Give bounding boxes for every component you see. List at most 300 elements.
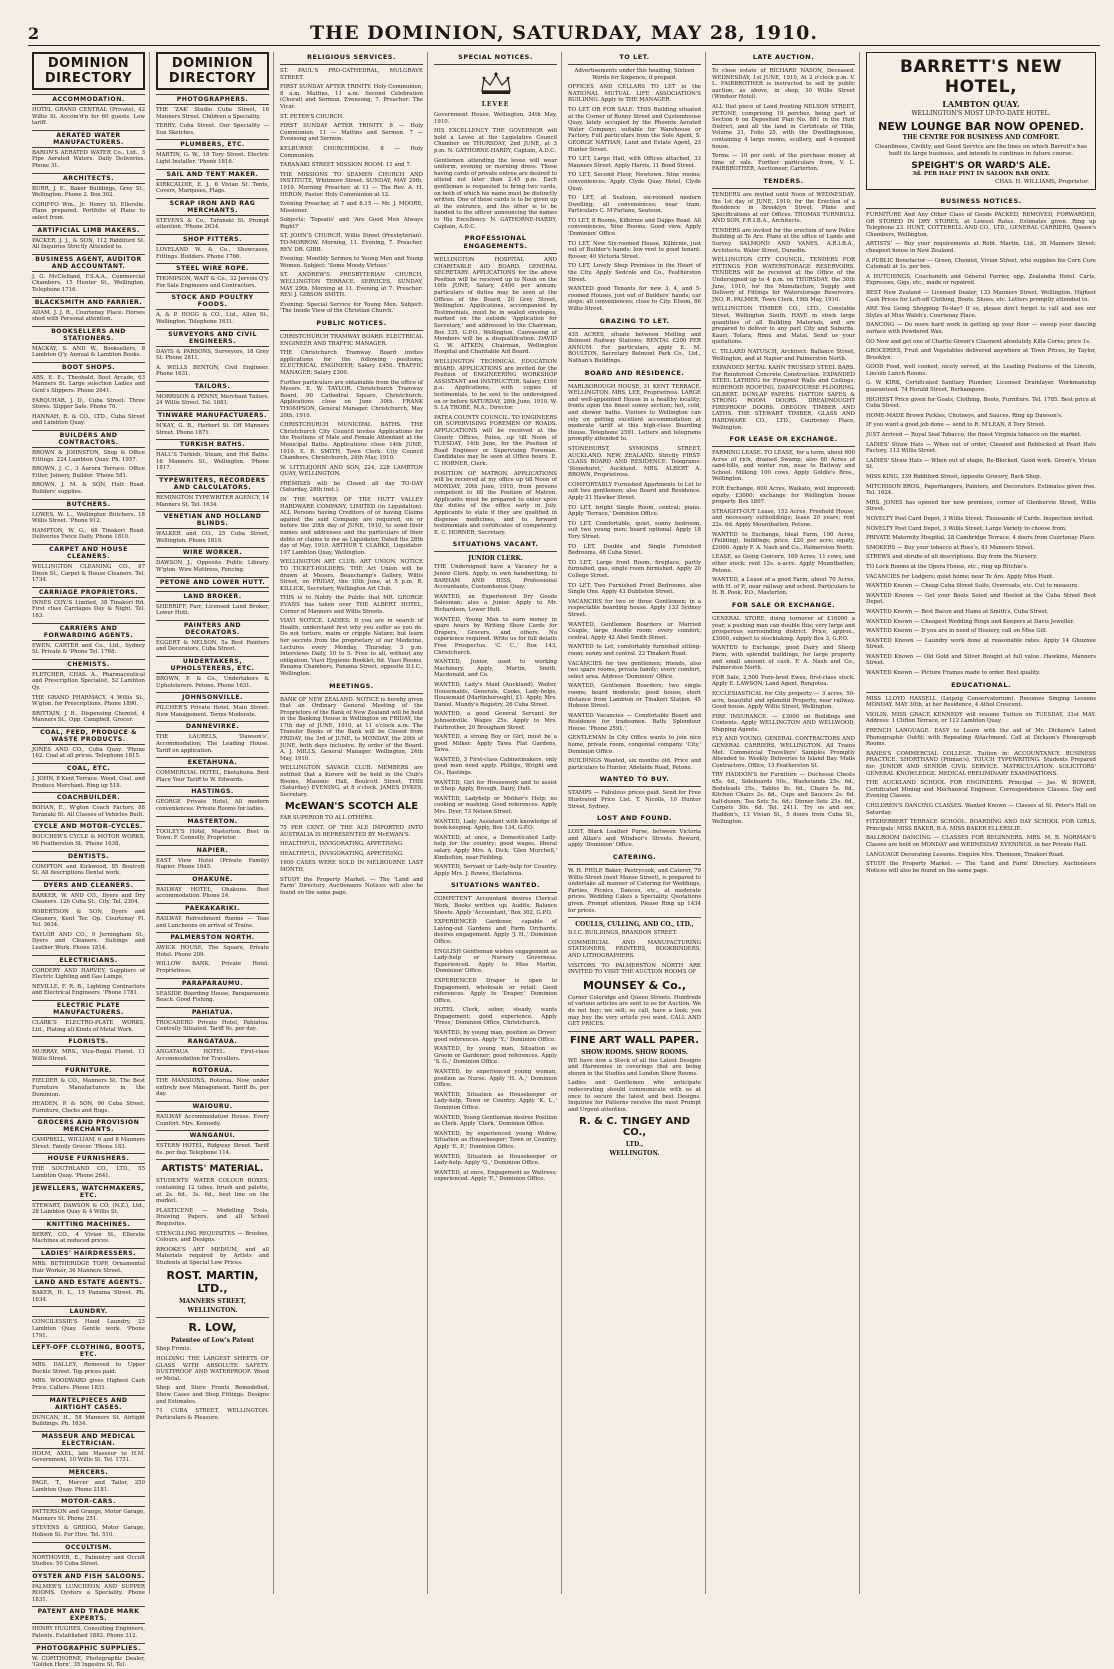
tender-entry: WELLINGTON TIMBER CO., LTD., Constable Street, Wellington South. HAVE in stock large quantities of all Building Materials, and are prepared to deliver to any part City and Suburbs. Kauri, Totara, Rimu and Matai. Send us your quotations.: [712, 306, 855, 346]
directory-section-heading: PHOTOGRAPHIC SUPPLIES.: [32, 1643, 145, 1654]
situation-wanted-entry: ENGLISH Gentleman wishes engagement as Lady-help or Nursery Governess. Experienced. Apply to Miss Martin, 'Dominion' Office.: [434, 948, 557, 975]
to-let-entry: TO LET, Lovely Shop Premises in the Heart of the City. Apply Sedcole and Co., Featherston Street.: [568, 263, 701, 283]
business-notice-entry: TO Lock Rooms at the Opera House, etc., ring up Ritchie's.: [866, 563, 1029, 570]
business-notice-entry: GOOD Food, well cooked, nicely served, at the Leading Features of the Lincoln, Lincoln Lunch Rooms.: [866, 364, 1096, 377]
lease-entry: STRAIGHT-OUT Lease, 152 Acres, Freehold House, and necessary outbuildings; lease 20 years; rent 22s. 6d. Apply Mountbatten, Petone.: [712, 508, 855, 529]
board-entry: TO LET, Comfortable, quiet, sunny bedroom, suit two young men; board optional. Apply 18 Tory Street.: [568, 520, 701, 541]
directory-section-heading: LAUNDRY.: [32, 1306, 145, 1317]
directory-entry: ROBERTSON & SON, Dyers and Cleaners, Kent Ter. Op. Courtenay Pl. Tel. 3634.: [32, 909, 145, 929]
public-notice-entry: CHRISTCHURCH MUNICIPAL BATHS. THE Christchurch City Council invites Applications for the Positions of Male and Female Attendant at the Municipal Baths. Applications close 14th JUNE, 1910. E. R. SMITH, Town Clerk. City Council Chambers, Christchurch, 24th May, 1910.: [280, 422, 423, 462]
religious-service-entry: ST. ANDREW'S PRESBYTERIAN CHURCH, WELLINGTON TERRACE. SERVICES, SUNDAY, MAY 29th. Morning at 11. Evening at 7. Preacher: REV. J. GIBSON SMITH.: [280, 272, 423, 299]
wallpaper-line: WE have now a Stock of all the Latest Designs and Harmonies in coverings that are being shown in the Studios and London Show Rooms.: [568, 1057, 701, 1077]
directory-section-heading: MASSEUR AND MEDICAL ELECTRICIAN.: [32, 1431, 145, 1449]
directory-header: DOMINION DIRECTORY: [32, 52, 145, 90]
business-notice-entry: MRS. JONES has opened her new premises, corner of Glenbervie Street, Willis Street.: [866, 499, 1096, 513]
professional-heading: PROFESSIONAL ENGAGEMENTS.: [434, 233, 557, 254]
column-religious: [276, 52, 428, 1594]
wallpaper-sub: SHOW ROOMS. SHOW ROOMS.: [581, 1048, 688, 1056]
directory-entry: MARTIN, G. W., 18 Tory Street. Electric Light Installer. 'Phone 1816.: [156, 152, 269, 165]
directory-entry: ADAM, J. J. R., Courtenay Place. Horses shod with Personal attention.: [32, 309, 145, 323]
directory-entry: HANNAH, R. & CO., LTD., Cuba Street and Lambton Quay.: [32, 413, 145, 427]
directory-section-heading: DANNEVIRKE.: [156, 721, 269, 732]
directory-entry: CORDERY AND HARVEY, Suppliers of Electric Lighting and Gas Lamps.: [32, 967, 145, 981]
directory-section-heading: CYCLE AND MOTOR-CYCLES.: [32, 821, 145, 832]
directory-entry: A. WELLS BENTON, Civil Engineer. Phone 1631.: [156, 364, 269, 378]
religious-service-entry: Evening Preacher, at 7 and 8.15 — Mr. J. MOORE, Missioner.: [280, 201, 423, 214]
ale-ad-line: HEALTHFUL, INVIGORATING, APPETISING.: [280, 841, 404, 848]
business-notices-heading: BUSINESS NOTICES.: [866, 196, 1096, 209]
directory-section-heading: STOCK AND POULTRY FOODS.: [156, 292, 269, 310]
levee-notice: [434, 112, 557, 230]
to-let-entry: TO LET, at Seatoun, six-roomed modern Dwelling; all conveniences; near tram. Particulars C. M'Farlane, Seatoun.: [568, 195, 701, 215]
educational-entry: FITZHERBERT TERRACE SCHOOL. BOARDING AND DAY SCHOOL FOR GIRLS. Principals: MISS BAKER, B.A. MISS BAKER ELLERSLIE.: [866, 819, 1096, 832]
professional-entry: WELLINGTON HOSPITAL AND CHARITABLE AID BOARD. GENERAL SECRETARY. APPLICATIONS for the above Position will be received up to Noon on the 10th JUNE; Salary, £400 per annum; particulars of duties may be seen at the Offices of the Board, 20 Grey Street, Wellington. Applications, accompanied by Testimonials, must be in sealed envelopes, marked on the outside 'Application for Secretary,' and addressed to the Chairman, Box 335, G.P.O., Wellington. Canvassing of Members will be a disqualification. DAVID G. W. AITKEN, Chairman, Wellington Hospital and Charitable Aid Board.: [434, 257, 557, 356]
column-special-notices: [430, 52, 562, 1594]
directory-entry: BROWN, F. & Co., Undertakers & Upholsterers. Petone. Phone 1631.: [156, 675, 269, 689]
hotel-location: LAMBTON QUAY.: [942, 99, 1020, 109]
mounsey-line: Corner Coleridge and Queen Streets. Hundreds of various articles are sent to us for Auction. We do not buy; we sell; so call, have a look; you may buy the very article you want. CALL AND GET PRICES.: [568, 994, 701, 1028]
directory-section-heading: PLUMBERS, ETC.: [156, 139, 269, 150]
lease-entry: FOR Exchange, 600 Acres, Waikato, well improved; equity, £3000; exchange for Wellington house property. Box 1807.: [712, 486, 855, 506]
board-entry: WANTED, Gentlemen Boarders or Married Couple, large double room; every comfort; central. Apply 42 Abel Smith Street.: [568, 621, 701, 641]
directory-section-heading: OHAKUNE.: [156, 874, 269, 885]
directory-entry: PILCHER'S Private Hotel, Main Street. New Management. Terms Moderate.: [156, 705, 269, 718]
low-name: R. LOW,: [188, 1321, 237, 1335]
directory-section-heading: AERATED WATER MANUFACTURERS.: [32, 130, 145, 148]
directory-entry: NEVILLE, F. R. B., Lighting Contractors and Electrical Engineers. 'Phone 1781.: [32, 983, 145, 997]
directory-entry: LOVELAND W. & Co., Showcases, Fittings. Builders. Phone 1766.: [156, 246, 269, 260]
directory-sections: [32, 94, 145, 1669]
lease-entry: LEASE, as Going Concern, 169 Acres, 11 cows, and other stock; rent 12s. a-acre. Apply Mountbatten, Petone.: [712, 554, 855, 574]
directory-entry: DAVIS & PARSONS, Surveyors, 18 Grey St. Phone 2811.: [156, 348, 269, 362]
business-notice-entry: WANTED Known — Old Gold and Silver Bought at full value. Hawkins, Manners Street.: [866, 653, 1096, 667]
directory-section-heading: ROTORUA.: [156, 1065, 269, 1076]
directory-section-heading: COAL, FEED, PRODUCE & WASTE PRODUCTS.: [32, 727, 145, 745]
directory-section-heading: PALMERSTON NORTH.: [156, 932, 269, 943]
special-notices-heading: SPECIAL NOTICES.: [434, 52, 557, 65]
educational-entry: VIOLIN. MISS GRACE KENNEDY will resume Tuition on TUESDAY, 31st MAY. Address: 1 Clifton Terrace, or 112 Lambton Quay.: [866, 711, 1096, 725]
directory-section-heading: MOTOR-CARS.: [32, 1496, 145, 1507]
business-notice-entry: LADIES' Straw Hats — When out of order, Cleaned and Reblocked at Pearl Hats Factory, 113 Willis Street.: [866, 441, 1096, 455]
directory-entry: CONCILESSIE'S Hand Laundry, 23 Lambton Quay. Gentle work. 'Phone 1791.: [32, 1319, 145, 1339]
directory-entry: BOHAN, E., W'gton Coach Factory. 88 Taranaki St. All Classes of Vehicles Built.: [32, 805, 145, 818]
directory-section-heading: TYPEWRITERS, RECORDERS AND CALCULATORS.: [156, 475, 269, 493]
situation-wanted-entry: WANTED, by experienced young woman, position as Nurse. Apply 'H. A.,' Dominion Office.: [434, 1069, 557, 1089]
business-notice-entry: WANTED Known — Laundry work done at reasonable rates. Apply 14 Ghuznee Street.: [866, 637, 1096, 651]
business-notice-entry: GO Now and get one of Charlie Green's Clasment absolutely Killa Corns; price 1s.: [866, 338, 1091, 345]
situation-wanted-entry: COMPETENT Accountant desires Clerical Work, Books written up; Audits; Balance Sheets. Apply 'Accountant,' Box 302, G.P.O.: [434, 896, 557, 916]
directory-section-heading: CARRIERS AND FORWARDING AGENTS.: [32, 623, 145, 641]
directory-entry: SEASIDE Boarding House, Paraparaumu Beach. Good Fishing.: [156, 990, 269, 1004]
public-notice-entry: Further particulars are obtainable from the office of Messrs. E. W. TAYLOR, Christchurch Tramway Board, 90 Cathedral Square, Christchurch. Applications close on June 30th. FRANK THOMPSON, General Manager. Christchurch, May 20th, 1910.: [280, 379, 423, 419]
directory-entry: PAGE, T., Mercer and Tailor, 250 Lambton Quay. Phone 2181.: [32, 1479, 145, 1493]
hotel-ale: SPEIGHT'S OR WARD'S ALE.: [911, 161, 1051, 171]
directory-section-heading: ELECTRIC PLATE MANUFACTURERS.: [32, 1000, 145, 1018]
directory-section-heading: PETONE AND LOWER HUTT.: [156, 577, 269, 588]
situation-wanted-entry: WANTED, at once, Engagement as Waitress; experienced. Apply 'F.,' Dominion Office.: [434, 1169, 557, 1183]
situation-vacant-entry: WANTED, Lady Assistant with knowledge of book-keeping. Apply, Box 134, G.P.O.: [434, 818, 557, 832]
directory-entry: HOTEL GRAND CENTRAL (Private), 42 Willis St. Accom'd'n for 60 guests. Low tariff.: [32, 107, 145, 127]
levee-label: LEVEE: [481, 101, 510, 108]
business-notice-entry: MISS KING, 339 Riddiford Street, opposite Grocery, Back Shop.: [866, 474, 1042, 480]
directory-entry: BROWN, J. C., 3 Aurora Terrace. Office Fitter, Joinery, Builder. 'Phone 581.: [32, 466, 145, 479]
religious-service-entry: THE MISSIONS TO SEAMEN CHURCH AND INSTITUTE, Whitmore Street. SUNDAY, MAY 29th, 1910. Morning Preacher, at 11 — The Rev. A. H. HERON, Pastor. Holy Communion at 12.: [280, 171, 423, 198]
ale-ad-text: [280, 815, 423, 896]
directory-entry: THE 'ZAK' Studio Cuba Street, 16 Manners Street. Children a Speciality.: [156, 107, 269, 120]
directory-entry: CORIFFO Wm., Jr. Henry St. Ellerslie. Plans prepared. Portfolio of Plans to select from.: [32, 201, 145, 221]
low-ad-line: HOLDING THE LARGEST SHEETS OF GLASS WITH ABSOLUTE SAFETY. DUSTPROOF AND WATERPROOF. Wood or Metal.: [156, 1356, 269, 1382]
levee-entry: HIS EXCELLENCY THE GOVERNOR will hold a Levee at the Legislative Council Chamber on THURSDAY, 2nd JUNE, at 3 p.m. N. GATHORNE-HARDY, Captain, A.D.C.: [434, 128, 557, 154]
auction-entry: Terms — 10 per cent. of the purchase money at time of sale. Further particulars from, V. L. FAIRBROTHER, Auctioneer, Carterton.: [712, 153, 855, 173]
coulls-line: COMMERCIAL AND MANUFACTURING STATIONERS, PRINTERS, BOOKBINDERS, AND LITHOGRAPHERS.: [568, 939, 701, 959]
directory-entry: MRS. BETHERIDGE TOPP, Ornamental Hair Worker, 36 Manners Street.: [32, 1261, 145, 1274]
business-notice-entry: HIGHEST Price given for Goats, Clothing, Boots, Furniture. Tel. 1785. Best price at Cuba Street.: [866, 396, 1096, 410]
directory-entry: DAWSON J., Opposite Public Library. W'gton. Wire Mattress, Fencing.: [156, 560, 269, 573]
directory-section-heading: JOHNSONVILLE.: [156, 692, 269, 703]
newspaper-page: [28, 22, 1100, 1669]
directory-entry: RAILWAY Refreshment Rooms — Teas and Luncheons on arrival of Trains.: [156, 916, 269, 929]
directory-entry: LOWES, W. L., Wellington Butchers. 18 Willis Street. 'Phone 912.: [32, 511, 145, 525]
directory-entry: A. & P. HOGG & CO., Ltd., Allen St., Wellington. Telephone 1631.: [156, 312, 269, 325]
public-notice-entry: W. LITTLEJOHN AND SON, 224, 228 LAMBTON QUAY, WELLINGTON.: [280, 464, 423, 478]
board-entry: VACANCIES for two gentlemen; friends, also two spare rooms, private family; every comfort, select area. Address 'Dominion' Office.: [568, 660, 701, 680]
directory-section-heading: ELECTRICIANS.: [32, 955, 145, 966]
business-notice-entry: WANTED Known — Get your Boots Soled and Heeled at the Cuba Street Boot Depot.: [866, 592, 1096, 606]
directory-section-heading: ACCOMMODATION.: [32, 94, 145, 105]
business-notice-entry: STREWS and shrubs of all descriptions. Buy from the Nursery.: [866, 554, 1038, 561]
sale-exchange-list: [712, 616, 855, 825]
business-notice-entry: SMOKERS — Buy your tobacco at Ross's, 81 Manners Street.: [866, 544, 1035, 551]
directory-entry: INNES COY.'S Limited, 38 Tinakori Rd. First class Carriages Day & Night. Tel. 163.: [32, 599, 145, 619]
coulls-name: COULLS, CULLING, AND CO., LTD.,: [575, 921, 694, 929]
directory-section-heading: BUILDERS AND CONTRACTORS.: [32, 430, 145, 448]
directory-section-heading: MASTERTON.: [156, 816, 269, 827]
low-subtitle: Patentee of Low's Patent: [170, 1337, 254, 1345]
business-notice-entry: PRIVATE Maternity Hospital, 28 Cambridge Terrace. 4 doors from Courtenay Place.: [866, 535, 1096, 542]
situation-vacant-entry: WANTED, Ladyhelp or Mother's Help; no cooking or washing. Good references. Apply Mrs. Dyer, 73 Nelson Street.: [434, 795, 557, 816]
coulls-line: VISITORS TO PALMERSTON NORTH ARE INVITED TO VISIT THE AUCTION ROOMS OF: [568, 962, 701, 976]
directory-entry: FLETCHER, CHAS. A., Pharmaceutical and Prescription Specialist, 52 Lambton Qy.: [32, 671, 145, 691]
situation-vacant-entry: WANTED, Junior, used to working Machinery. Apply, Martin, Smith, Macdonald, and Co.: [434, 659, 557, 679]
crown-icon: [476, 69, 516, 97]
directory-entry: MRS. DALLEY, Removed to Upper Buckle Street. Top prices paid.: [32, 1362, 145, 1375]
directory-sections: [156, 94, 269, 1156]
hotel-lounge: NEW LOUNGE BAR NOW OPENED.: [878, 120, 1084, 133]
business-notice-entry: IF you want a good job done — send to R. M'LEAN, 8 Tory Street.: [866, 422, 1046, 429]
situations-vacant-list: [434, 564, 557, 877]
directory-section-heading: PAEKAKARIKI.: [156, 903, 269, 914]
directory-entry: M'KAY, G. B., Herbert St. Off Manners Street. Phone 1871.: [156, 423, 269, 436]
directory-entry: TROCADERO Private Hotel, Pahiatua. Centrally Situated. Tariff 6s. per day.: [156, 1019, 269, 1033]
directory-section-heading: TURKISH BATHS.: [156, 439, 269, 450]
directory-entry: MORRISON & PENNY, Merchant Tailors, 24 Willis Street. Tel. 1681.: [156, 393, 270, 407]
directory-entry: BERRY, CO., 4 Vivian St., Ellerslie Machines at reduced prices.: [32, 1231, 145, 1245]
directory-section-heading: ARTIFICIAL LIMB MAKERS.: [32, 225, 145, 236]
directory-entry: KIRKCALDIE, E. J., 6 Vivian St. Tents, Covers, Marquees, Flags.: [156, 181, 269, 195]
directory-section-heading: LEFT-OFF CLOTHING, BOOTS, ETC.: [32, 1344, 145, 1359]
ale-ad-line: 1600 CASES WERE SOLD IN MELBOURNE LAST MONTH.: [280, 860, 423, 873]
hotel-description: Cleanliness, Civility, and Good Service are the lines on which Barrett's has built its large business, and intends to continue in future course.: [875, 144, 1087, 157]
divider: [568, 917, 701, 918]
directory-section-heading: BLACKSMITH AND FARRIER.: [32, 297, 145, 308]
religious-list: [280, 68, 423, 315]
to-let-entry: OFFICES AND CELLARS TO LET in the NATIONAL MUTUAL LIFE ASSOCIATION'S BUILDING. Apply to THE MANAGER.: [568, 84, 701, 104]
situation-wanted-entry: EXPERIENCED Gardener, capable of Laying-out Gardens and Farm Orchards, desires engagement. Apply 'J. H.,' Dominion Office.: [434, 919, 557, 945]
religious-service-entry: ST. PETER'S CHURCH.: [280, 113, 344, 120]
educational-entry: FRENCH LANGUAGE. EASY to Learn with the aid of Mr. Dickson's Latest Phonographic Outfit; with Repeating Attachment. Call at Dickson's Phonograph Rooms.: [866, 728, 1096, 748]
situation-wanted-entry: WANTED, Young Gentleman desires Position as Clerk. Apply 'Clerk,' Dominion Office.: [434, 1114, 557, 1128]
business-notice-entry: NOVELTY Post Card Depot, 3 Willis Street. Thousands of Cards. Inspection invited.: [866, 515, 1094, 522]
levee-entry: Government House, Wellington, 24th May, 1910.: [434, 112, 557, 125]
low-ad-line: Shop and Store Fronts Remodelled, Show Cases and Shop Fittings. Designs and Estimates.: [156, 1385, 269, 1405]
educational-entry: LANGUAGE Decorating Lessons. Enquire Mrs. Thomson, Tinakori Road.: [866, 851, 1065, 858]
to-let-heading: TO LET.: [568, 52, 701, 65]
situation-wanted-entry: WANTED, by experienced young Widow, Situation as Housekeeper; Town or Country. Apply 'E. P.,' Dominion Office.: [434, 1130, 557, 1150]
educational-heading: EDUCATIONAL.: [866, 680, 1096, 693]
directory-entry: WALKER and CO., 25 Cuba Street, Wellington. Phone 1819.: [156, 531, 269, 544]
directory-section-heading: BOOKSELLERS AND STATIONERS.: [32, 326, 145, 344]
business-notice-entry: LADIES' Straw Hats — When out of shape, Re-Blocked. Good work. Green's, Vivian St.: [866, 457, 1096, 471]
public-notices-list: [280, 334, 423, 678]
board-entry: BUILDINGS Wanted, six months old. Price and particulars to Hunter, Adelaide Road, Petone.: [568, 758, 701, 771]
situation-wanted-entry: WANTED, by young man, position as Driver; good references. Apply 'Y.,' Dominion Office.: [434, 1030, 557, 1043]
divider: [156, 1317, 269, 1318]
educational-entry: BANES'S COMMERCIAL COLLEGE. Tuition in: ACCOUNTANCY. BUSINESS PRACTICE. SHORTHAND (Pitman's). TOUCH TYPEWRITING. Students Prepared for: JUNIOR AND SENIOR CIVIL SERVICE. MATRICULATION. SOLICITORS' GENERAL KNOWLEDGE. MEDICAL PRELIMINARY EXAMINATIONS.: [866, 750, 1096, 777]
hotel-proprietor: CHAS. H. WILLIAMS, Proprietor.: [995, 179, 1089, 185]
to-let-entry: TO LET, 8 Rooms, Kilbirnie and Dapps Road. All conveniences, Nine Rooms, Good view. Apply 'Dominion' Office.: [568, 217, 701, 238]
levee-entry: Gentlemen attending the levee will wear uniform, evening or morning dress. Those having cards of private entree are desired to attend not later than 2.45 p.m. Each gentleman is requested to bring two cards, on both of which his name must be distinctly written. One of these cards is to be given up at the entrance, and the other is to be handed to the officer announcing the names to His Excellency. N. GATHORNE-HARDY, Captain, A.D.C.: [434, 157, 557, 230]
firm-city: WELLINGTON.: [187, 1307, 238, 1315]
directory-section-heading: SHOP FITTERS.: [156, 234, 269, 245]
directory-entry: COMPTON and Kirkwood, 85 Boulcott St. All descriptions Dental work.: [32, 863, 145, 877]
directory-entry: HALL'S Turkish, Steam, and Hot Baths. 16 Manners St., Wellington. 'Phone 1817.: [156, 452, 269, 472]
board-entry: TO LET, Double and Single Furnished Bedrooms. 48 Cuba Street.: [568, 543, 701, 557]
junior-clerk-heading: JUNIOR CLERK.: [468, 555, 523, 563]
situation-vacant-entry: WANTED, a strong Boy or Girl, must be a good Milker. Apply Tawa Flat Gardens, Tawa.: [434, 734, 557, 754]
directory-entry: THE SOUTHLAND CO., LTD., 55 Lambton Quay. 'Phone 2641.: [32, 1166, 145, 1180]
directory-entry: EWEN, CARTER and Co., Ltd., Sydney St. Private & 'Phone Tel. 1768.: [32, 642, 145, 656]
directory-section-heading: RANGATAUA.: [156, 1036, 269, 1047]
directory-entry: W. COPITHORNE, Photographic Dealer, 'Golden Horn', 35 Ingestre St. Tel.: [32, 1655, 145, 1669]
board-entry: MARLBOROUGH HOUSE, 31 KENT TERRACE, WELLINGTON. MRS. LEE, Proprietress. LARGE and well-appointed House in a healthy locality; fronts upon the finest sunny section; hot, cold, and shower baths. Visitors to Wellington can rely on getting excellent accommodation at moderate tariff at this high-class Boarding House. Telephone 2591. Letters and telegrams promptly attended to.: [568, 383, 701, 443]
public-notice-entry: IN THE MATTER OF THE HUTT VALLEY HARDWARE COMPANY, LIMITED (in Liquidation). ALL Persons having Creditors of or having Claims against the said Company are required, on or before the 20th day of JUNE, 1910, to send their names and addresses and the particulars of their debts or claims to me as Liquidator. Dated the 28th day of May, 1910. ARTHUR T. CLARKE, Liquidator. 197 Lambton Quay, Wellington.: [280, 497, 423, 556]
directory-section-heading: VENETIAN AND HOLLAND BLINDS.: [156, 511, 269, 529]
business-notice-entry: WANTED Known — Cheap Cuba Street Suits, Overcoats, etc. Cut to measure.: [866, 583, 1079, 590]
ale-heading: McEWAN'S SCOTCH ALE: [284, 801, 419, 813]
lost-found-list: [568, 829, 701, 849]
religious-service-entry: Evening: Monthly Sermon to Young Men and Young Women. Subject: 'Some Moody Virtues.': [280, 256, 423, 269]
directory-entry: BROWN, J. M. & SON, Hutt Road. Builders' supplies.: [32, 482, 145, 495]
educational-entry: CHILDREN'S DANCING CLASSES. Wanted Known — Classes at St. Peter's Hall on Saturday.: [866, 802, 1096, 816]
masthead: [28, 22, 1100, 46]
low-ad-line: 71 CUBA STREET, WELLINGTON. Particulars & Pleasure.: [156, 1408, 269, 1421]
business-notice-entry: DANCING — Do more hard work in getting up your floor — sweep your dancing surface with Powdered Wax.: [866, 322, 1096, 335]
directory-section-heading: FLORISTS.: [32, 1036, 145, 1047]
tender-entry: TENDERS are invited for the erection of new Police Building at Te Aro. Plans at the office of Lands and Survey. SALMOND AND VANES, A.R.I.B.A., Architects. Water Street, Dunedin.: [712, 227, 855, 254]
sale-entry: FLY AND YOUNG, GENERAL CONTRACTORS AND GENERAL CARRIERS, WELLINGTON. All Trains Met. Commercial Travellers' Samples Promptly Attended to. Weekly Deliveries to Island Bay. Mails Contractors. Office, 13 Featherston St.: [712, 736, 855, 769]
directory-entry: CLARK'S ELECTRO-PLATE WORKS, Ltd., Plating all Kinds of Metal Work.: [32, 1019, 145, 1033]
directory-section-heading: DYERS AND CLEANERS.: [32, 880, 145, 891]
business-notice-entry: MITCHISON BROS., Paperhangers, Painters, and Decorators. Estimates given free. Tel. 1624.: [866, 483, 1096, 497]
situation-wanted-entry: HOTEL Clerk, sober, steady, wants Engagement; good experience. Apply 'Press,' Dominion Office, Christchurch.: [434, 1007, 557, 1027]
directory-section-heading: LAND BROKER.: [156, 591, 269, 602]
directory-entry: GEORGE Private Hotel, All modern conveniences. Private Rooms for ladies.: [156, 799, 269, 812]
directory-section-heading: LAND AND ESTATE AGENTS.: [32, 1277, 145, 1288]
directory-entry: REMINGTON TYPEWRITER AGENCY, 14 Manners St. Tel. 1634.: [156, 495, 269, 508]
hotel-centre: THE CENTRE FOR BUSINESS AND COMFORT.: [902, 134, 1060, 141]
directory-section-heading: PAINTERS AND DECORATORS.: [156, 620, 269, 638]
ale-ad-line: FAR SUPERIOR TO ALL OTHERS.: [280, 815, 374, 822]
sale-entry: WANTED to Exchange, good Dairy and Sheep Farm, with splendid buildings, for large property and small amount of cash. F. A. Nash and Co., Palmerston North.: [712, 645, 855, 672]
directory-section-heading: OCCULTISM.: [32, 1542, 145, 1553]
business-notice-entry: WANTED Known — If you are in need of Hosiery, call on Miss Gill.: [866, 628, 1048, 635]
directory-section-heading: PARAPARAUMU.: [156, 978, 269, 989]
artists-material-entry: PLASTICENE — Modelling Tools, Drawing Papers, and all School Requisites.: [156, 1207, 269, 1227]
directory-entry: WILLOW BANK, Private Hotel. Proprietress.: [156, 961, 269, 975]
directory-section-heading: MERCERS.: [32, 1467, 145, 1478]
directory-entry: PATTERSON and Grange, Motor Garage, Manners St. Phone 251.: [32, 1509, 145, 1522]
situation-vacant-entry: THE Undersigned have a Vacancy for a Junior Clerk. Apply, in own handwriting, to BARHAM AND HISS, Professional Accountants, Customhouse Quay.: [434, 564, 557, 591]
business-notice-entry: WANTED Known — Best Bacon and Hams at Smith's, Cuba Street.: [866, 608, 1049, 615]
directory-section-heading: BUTCHERS.: [32, 499, 145, 510]
business-notice-entry: BEST New Zealand — Licensed Dealer, 133 Manners Street, Wellington. Highest Cash Prices for Left-off Clothing, Boots, Shoes, etc. Letters promptly attended to.: [866, 289, 1096, 303]
professional-entry: POSITION OF MATRON. APPLICATIONS will be received at my office up till Noon of MONDAY, 20th June, 1910, from persons competent to fill the Position of Matron. Applicants must be prepared to enter upon the duties of the office early in July. Applicants to state if they are qualified in dispense medicines, and to forward testimonials and certificates of competency. E. C. HORNER, Secretary.: [434, 470, 557, 536]
directory-entry: HEADEN, P. & SON, 90 Cuba Street. Furniture, Clocks and Rugs.: [32, 1101, 145, 1114]
business-notice-entry: HOME-MADE Brown Pickles, Chutneys, and Sauces. Ring up Dawson's.: [866, 412, 1063, 419]
auction-entry: To close estate of RICHARD NASON, Deceased. WEDNESDAY, 1st JUNE, 1910, At 2 o'clock p.m. V. L. FAIRBROTHER is instructed to sell by public auction, as above, in shop, 30 Willis Street (Windsor Hotel).: [712, 68, 855, 101]
public-notice-entry: THE Christchurch Tramway Board invites applications for the following positions: ELECTRICAL ENGINEER; Salary £450. TRAFFIC MANAGER; Salary £300.: [280, 350, 423, 376]
lease-entry: WANTED to Exchange, Ideal Farm, 190 Acres, (Feilding), buildings; price, £20 per acre; equity, £2000. Apply F. A. Nash and Co., Palmerston North.: [712, 531, 855, 551]
situation-vacant-entry: WANTED, Girl for Housework and to assist in Shop. Apply, Brough, Dairy, Hutt.: [434, 779, 557, 793]
business-notice-entry: WANTED Known — Picture Frames made to order. Best quality.: [866, 670, 1041, 677]
directory-entry: PACKER, J. J., & SON, 112 Riddiford St. All Inquiries Strictly Attended to.: [32, 237, 145, 251]
religious-service-entry: ST. PAUL'S PRO-CATHEDRAL, MULGRAVE STREET.: [280, 68, 423, 81]
meetings-list: [280, 697, 423, 799]
sale-exchange-heading: FOR SALE OR EXCHANGE.: [712, 600, 855, 613]
sale-entry: FIRE INSURANCE. — £3000 on Buildings and Contents. Apply WELLINGTON AND WELLWOOD, Shipping Agents.: [712, 713, 855, 733]
tingey-name: R. & C. TINGEY AND CO.,: [578, 1116, 691, 1139]
newspaper-title: THE DOMINION, SATURDAY, MAY 28, 1910.: [309, 22, 819, 44]
directory-section-heading: WANGANUI.: [156, 1130, 269, 1141]
board-entry: WANTED to Let, comfortably furnished sitting-room; sunny and central. 22 Tinakori Road.: [568, 644, 701, 657]
educational-entry: BALLROOM DANCING — CLASSES FOR BEGINNERS. MRS. M. B. NORMAN'S Classes are held on MONDAY and WEDNESDAY EVENINGS, in her Private Hall.: [866, 835, 1096, 848]
business-notice-entry: FURNITURE And Any Other Class of Goods PACKED, REMOVED, FORWARDED, OR STORED IN DRY STORES, at Lowest Rates. Estimates given. Ring up Telephone 23. HUNT, COTTERELL AND CO., LTD., GENERAL CARRIERS, Queen's Chambers, Wellington.: [866, 212, 1096, 238]
directory-entry: EGGERT & NELSON, 5a Best Painters and Decorators, Cuba Street.: [156, 639, 269, 653]
situation-vacant-entry: WANTED, Lady's Maid (Auckland), Waiter, Housemaids, Generals, Cooks, Lady-helps, Housemaid (Martinborough), £1. Apply, Mrs. Daniel, Mundy's Registry, 26 Cuba Street.: [434, 681, 557, 708]
directory-header: DOMINION DIRECTORY: [156, 52, 269, 90]
mounsey-name: MOUNSEY & Co.,: [582, 978, 687, 992]
directory-entry: TOOLEY'S Hotel, Masterton. Best in Town. F. Connolly, Proprietor.: [156, 828, 269, 842]
directory-section-heading: NAPIER.: [156, 845, 269, 856]
directory-section-heading: LADIES' HAIRDRESSERS.: [32, 1248, 145, 1259]
directory-entry: J. G. McClelland, F.S.A.A., Commercial Chambers, 15 Hunter St., Wellington. Telephone 1716.: [32, 273, 145, 293]
religious-service-entry: FIRST SUNDAY AFTER TRINITY. 8 — Holy Communion. 11 — Mattins and Sermon. 7 — Evensong and Sermon.: [280, 123, 423, 143]
lease-entry: FARMING LEASE. TO LEASE, for a term, about 600 Acres of rich, drained Swamp; also 60 Acres of sand-hills, and winter run, near to Railway and School. Milking 100 cows. Apply Goldie's Bros., Wellington.: [712, 450, 855, 483]
directory-entry: STEVENS & Co., Taranaki St. Prompt attention. 'Phone 2634.: [156, 217, 269, 231]
artists-material-entry: BROOKE'S ART MEDIUM, and all Materials required by Artists and Students at Special Low Prices.: [156, 1246, 269, 1266]
auction-list: [712, 68, 855, 173]
artists-material-entry: STENCILLING REQUISITES — Brushes, Colours, and Designs.: [156, 1230, 269, 1244]
directory-section-heading: CHEMISTS.: [32, 659, 145, 670]
directory-section-heading: UNDERTAKERS, UPHOLSTERERS, ETC.: [156, 656, 269, 674]
business-notice-entry: ARE You Going Shopping To-day? If so, please don't forget to call and see our Styles at Miss Walsh's, Courtenay Place.: [866, 306, 1096, 319]
tender-entry: EXPANDED METAL KAHN TRUSSED STEEL BARS. For Reinforced Concrete Construction. EXPANDED STEEL LATHING for Fireproof Walls and Ceilings. RUBEROID ROOFING, DAMPCOURSE FLOORING. GILBERT, DUNLAP PAPERS. HATTON SAFES & STRONG ROOM DOORS. DREADNOUGHT FIREPROOF DOORS. OREGON TIMBER AND LATHS. THE STEWART TIMBER, GLASS AND HARDWARE CO., LTD., Courtenay Place, Wellington.: [712, 365, 855, 431]
public-notices-heading: PUBLIC NOTICES.: [280, 318, 423, 331]
situations-vacant-heading: SITUATIONS VACANT.: [434, 539, 557, 552]
business-notice-entry: JUST Arrived — Royal Seal Tobacco, the finest Virginia tobacco on the market.: [866, 432, 1082, 439]
hotel-advert: [866, 52, 1096, 190]
directory-entry: FIELDER & CO., Manners St. The Best Furniture Manufacturers in the Dominion.: [32, 1078, 145, 1098]
board-entry: VACANCIES for two or three Gentlemen; in a respectable boarding house. Apply 133 Sydney Street.: [568, 598, 701, 618]
directory-entry: EAST View Hotel (Private Family) Napier. Phone 1645.: [156, 857, 269, 871]
to-let-entry: TO LET, Large Hall, with Offices attached, 33 Manners Street. Apply Harris, 11 Bond Street.: [568, 156, 701, 169]
firm-address: MANNERS STREET,: [178, 1298, 247, 1306]
directory-entry: BURR, J. E., Baker Buildings, Grey St., Wellington. Phone 2. Box 302.: [32, 185, 145, 199]
artists-material-entry: STUDENTS' WATER COLOUR BOXES, containing 12 tubes, brush and palette, at 2s. 6d., 3s. 6d., best line on the market.: [156, 1178, 269, 1205]
directory-section-heading: TAILORS.: [156, 381, 269, 392]
directory-entry: WELLINGTON CLEANING CO., 87 Dixon St., Carpet & House Cleaners. Tel. 1734.: [32, 563, 145, 584]
directory-entry: ESTERN HOTEL, Ridgway Street. Tariff 6s. per day. Telephone 114.: [156, 1143, 269, 1156]
firm-name: ROST. MARTIN, LTD.,: [166, 1269, 259, 1296]
directory-entry: BARON'S AERATED WATER Co., Ltd., 3 Pipe Aerated Waters. Daily Deliveries. Phone 31.: [32, 149, 145, 169]
divider: [568, 1031, 701, 1032]
lost-found-entry: LOST, Black Leather Purse, between Victoria and Allan's and Windsor's Streets. Reward, apply 'Dominion' Office.: [568, 829, 701, 849]
wanted-to-buy-entry: STAMPS — Fabulous prices paid. Send for Free Illustrated Price List. T. Nicolls, 10 Hunter Street, Sydney.: [568, 790, 701, 810]
divider: [156, 1159, 269, 1160]
directory-section-heading: EKETAHUNA.: [156, 757, 269, 768]
directory-entry: HAMPTON, W. G., 68 Tinakori Road. Deliveries Twice Daily. Phone 1810.: [32, 527, 145, 541]
tender-entry: TENDERS are invited until Noon of WEDNESDAY, the 1st day of JUNE, 1910, for the Erection of a Residence in Brooklyn Street. Plans and Specifications at our Offices. THOMAS TURNBULL AND SON, F.R.I.B.A., Architects.: [712, 191, 855, 225]
directory-entry: TAYLOR AND CO., 9 Jerningham St., Dyers and Cleaners. Suitings and Leather Work. Phone 1814.: [32, 931, 145, 951]
religious-service-entry: KELBURNE CHURCHROOM. 8 — Holy Communion.: [280, 145, 423, 159]
situation-vacant-entry: WANTED, an Experienced Dry Goods Salesman; also a Junior. Apply to Mr. Richardson, Lower Hutt.: [434, 593, 557, 613]
educational-entry: STUDY the Property Market. — The 'Land and Farm' Directory. Auctioneers Notices will also be found on the same page.: [866, 861, 1096, 874]
professional-entry: PATEA COUNTY COUNCIL. TO ENGINEERS OR SUPERVISING FOREMEN OF ROADS. APPLICATIONS will be received at the County Offices, Patea, up till Noon of TUESDAY, 14th June, for the Position of Road Engineer or Supervising Foreman. Candidates may be seen at Office hours. E. C. HORNER, Clerk.: [434, 414, 557, 467]
situation-wanted-entry: EXPERIENCED Draper is open to Engagement, wholesale or retail. Good references. Apply to 'Draper,' Dominion Office.: [434, 977, 557, 1004]
public-notice-entry: CHRISTCHURCH TRAMWAY BOARD. ELECTRICAL ENGINEER AND TRAFFIC MANAGER.: [280, 334, 423, 347]
mounsey-text: [568, 995, 701, 1028]
directory-entry: J. JOHN, 8 Kent Terrace. Wood, Coal, and Produce Merchant. Ring up 518.: [32, 776, 145, 789]
religious-service-entry: Subjects: 'Topsails' and 'Are Good Men Always Right?': [280, 217, 423, 230]
column-auctions: [708, 52, 860, 1594]
directory-section-heading: DENTISTS.: [32, 851, 145, 862]
grazing-heading: GRAZING TO LET.: [568, 316, 701, 329]
wanted-to-buy-list: [568, 790, 701, 810]
board-entry: WANTED Vacancies — Comfortable Board and Residence for tradesmen. Bath; Splendour House. 'Phone 2591.',: [568, 712, 701, 732]
auction-entry: ALL that piece of Land fronting NELSON STREET, PETONE, comprising 19 perches, being part of Section 6 on Deposited Plan No. 881 in the Hutt District, and all the land in Certificate of Title, Volume 21, Folio 25, with the Dwellinghouse, containing 4 large rooms, scullery, and 4-roomed house.: [712, 103, 855, 150]
directory-entry: AWICK HOUSE, The Square, Private Hotel. Phone 209.: [156, 945, 269, 958]
religious-service-entry: FIRST SUNDAY AFTER TRINITY. Holy Communion, 8 a.m. Mattins, 11 a.m. Second Celebration (Choral) and Sermon. Evensong, 7. Preacher: The Vicar.: [280, 84, 423, 110]
tenders-list: [712, 192, 855, 431]
educational-entry: THE AUCKLAND SCHOOL FOR ENGINEERS. Principal — Jas. W. BOWER, Certificated Mining and Mechanical Engineer. Correspondence Classes. Day and Evening Classes.: [866, 780, 1096, 800]
tingey-address: WELLINGTON.: [609, 1150, 660, 1158]
lease-exchange-list: [712, 450, 855, 597]
business-notices-list: [866, 212, 1096, 677]
directory-section-heading: FURNITURE.: [32, 1065, 145, 1076]
column-directory-2: [152, 52, 274, 1594]
grazing-entry: 435 ACRES, situate between Melling and Belmont Railway Stations; RENTAL £200 PER ANNUM. For particulars, apply E. M. BOULTON, Secretary Belmont Park Co., Ltd., Nathan's Buildings.: [568, 331, 701, 364]
directory-entry: ABS, E. E., Theobald, Boot Arcade, 63 Manners St. Large selection Ladies and Gent's Slippers. Phone 2641.: [32, 374, 145, 395]
board-entry: TO LET, Two Furnished Front Bedrooms, also Single One. Apply 43 Dubliston Street.: [568, 582, 701, 596]
directory-entry: RAILWAY Accommodation House. Every Comfort. Mrs. Kennedy.: [156, 1113, 269, 1127]
business-notice-entry: A PUBLIC Benefactor — Green, Chemist, Vivian Street, who supplies his Corn Cure Cutsmatl at 1s. per box.: [866, 257, 1096, 271]
hotel-name: BARRETT'S NEW HOTEL,: [900, 57, 1062, 97]
directory-entry: STEVENS & GREIGG, Motor Garage, Hobson St. For Hire. Tel. 510.: [32, 1525, 145, 1538]
tenders-heading: TENDERS.: [712, 176, 855, 189]
directory-section-heading: HASTINGS.: [156, 786, 269, 797]
to-let-entry: TO LET, Second Floor, Newtown. Nine rooms; conveniences. Apply Clyde Quay Hotel, Clyde Quay.: [568, 172, 701, 192]
directory-entry: MURRAY, MRS., Vice-Regal Florist. 11 Willis Street.: [32, 1049, 145, 1062]
